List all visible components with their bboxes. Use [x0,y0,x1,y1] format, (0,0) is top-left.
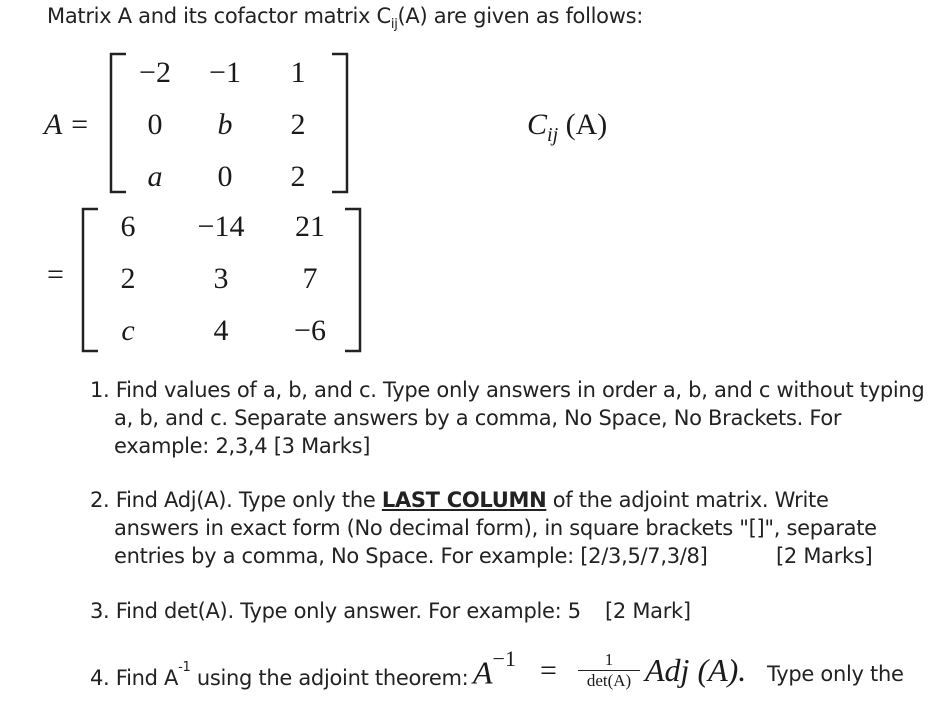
question-4-text-after: Type only the [767,662,904,686]
question-2-line-3: entries by a comma, No Space. For example: [2/3,5/7,3/8] [114,544,708,568]
question-1-line-2: a, b, and c. Separate answers by a comma, No Space, No Brackets. For [114,406,842,430]
cofactor-cell: −6 [294,314,326,347]
question-4-sup: -1 [178,660,191,675]
matrix-a-cell: 0 [217,160,233,193]
cofactor-cell: 6 [120,210,136,243]
cofactor-cell: −14 [197,210,245,243]
matrix-a-cell: b [217,108,233,141]
fraction-numerator: 1 [604,650,614,669]
header-subscript: ij [390,17,398,33]
matrix-a-label [44,108,90,142]
cofactor-cell: 7 [302,262,318,295]
question-4-fraction [578,650,640,691]
cofactor-cell: 2 [120,262,136,295]
header-text-before: Matrix A and its cofactor matrix C [47,4,391,28]
cofactor-cell: 3 [213,262,229,295]
last-column-emphasis: LAST COLUMN [381,488,547,512]
question-4-formula-eq: = [540,654,557,687]
cofactor-equals: = [47,258,64,291]
matrix-a-cell: a [147,160,163,193]
matrix-a-cell: 1 [290,56,306,89]
header-text [47,4,643,32]
matrix-a-cell: −1 [209,56,241,89]
fraction-denominator: det(A) [586,671,632,690]
question-1 [90,376,924,460]
cofactor-label-arg: (A) [565,108,608,141]
cofactor-cell: c [121,314,135,347]
question-2-marks: [2 Marks] [776,544,873,568]
cofactor-label [527,108,607,147]
question-3-marks: [2 Mark] [605,599,691,623]
matrix-a-cell: −2 [139,56,171,89]
question-1-line-3: example: 2,3,4 [3 Marks] [114,434,371,458]
question-4-formula-lhs: $A^{-1}$ [473,646,516,691]
question-2-line-1: 2. Find Adj(A). Type only the LAST COLUMN of the adjoint matrix. Write [90,488,829,512]
cofactor-label-sub: ij [547,124,559,146]
question-3-text: 3. Find det(A). Type only answer. For example: 5 [90,599,581,623]
question-4-formula-rhs: Adj (A). [645,652,747,688]
matrix-a-cell: 2 [290,160,306,193]
question-1-line-1: 1. Find values of a, b, and c. Type only answers in order a, b, and c without typing [90,378,925,402]
cofactor-cell: 21 [295,210,325,243]
question-4-text: 4. Find $A^{-1}$ using the adjoint theorem: [90,660,469,690]
matrix-a-cell: 2 [290,108,306,141]
question-2 [90,486,877,570]
header-text-after: (A) are given as follows: [397,4,644,28]
cofactor-cell: 4 [213,314,229,347]
question-2-line-2: answers in exact form (No decimal form), in square brackets "[]", separate [114,516,877,540]
question-3 [90,597,581,625]
matrix-a-label-text: A = [44,108,90,141]
formula-lhs-sup: −1 [492,646,516,671]
cofactor-label-c: C [527,108,548,141]
matrix-a-cell: 0 [147,108,163,141]
